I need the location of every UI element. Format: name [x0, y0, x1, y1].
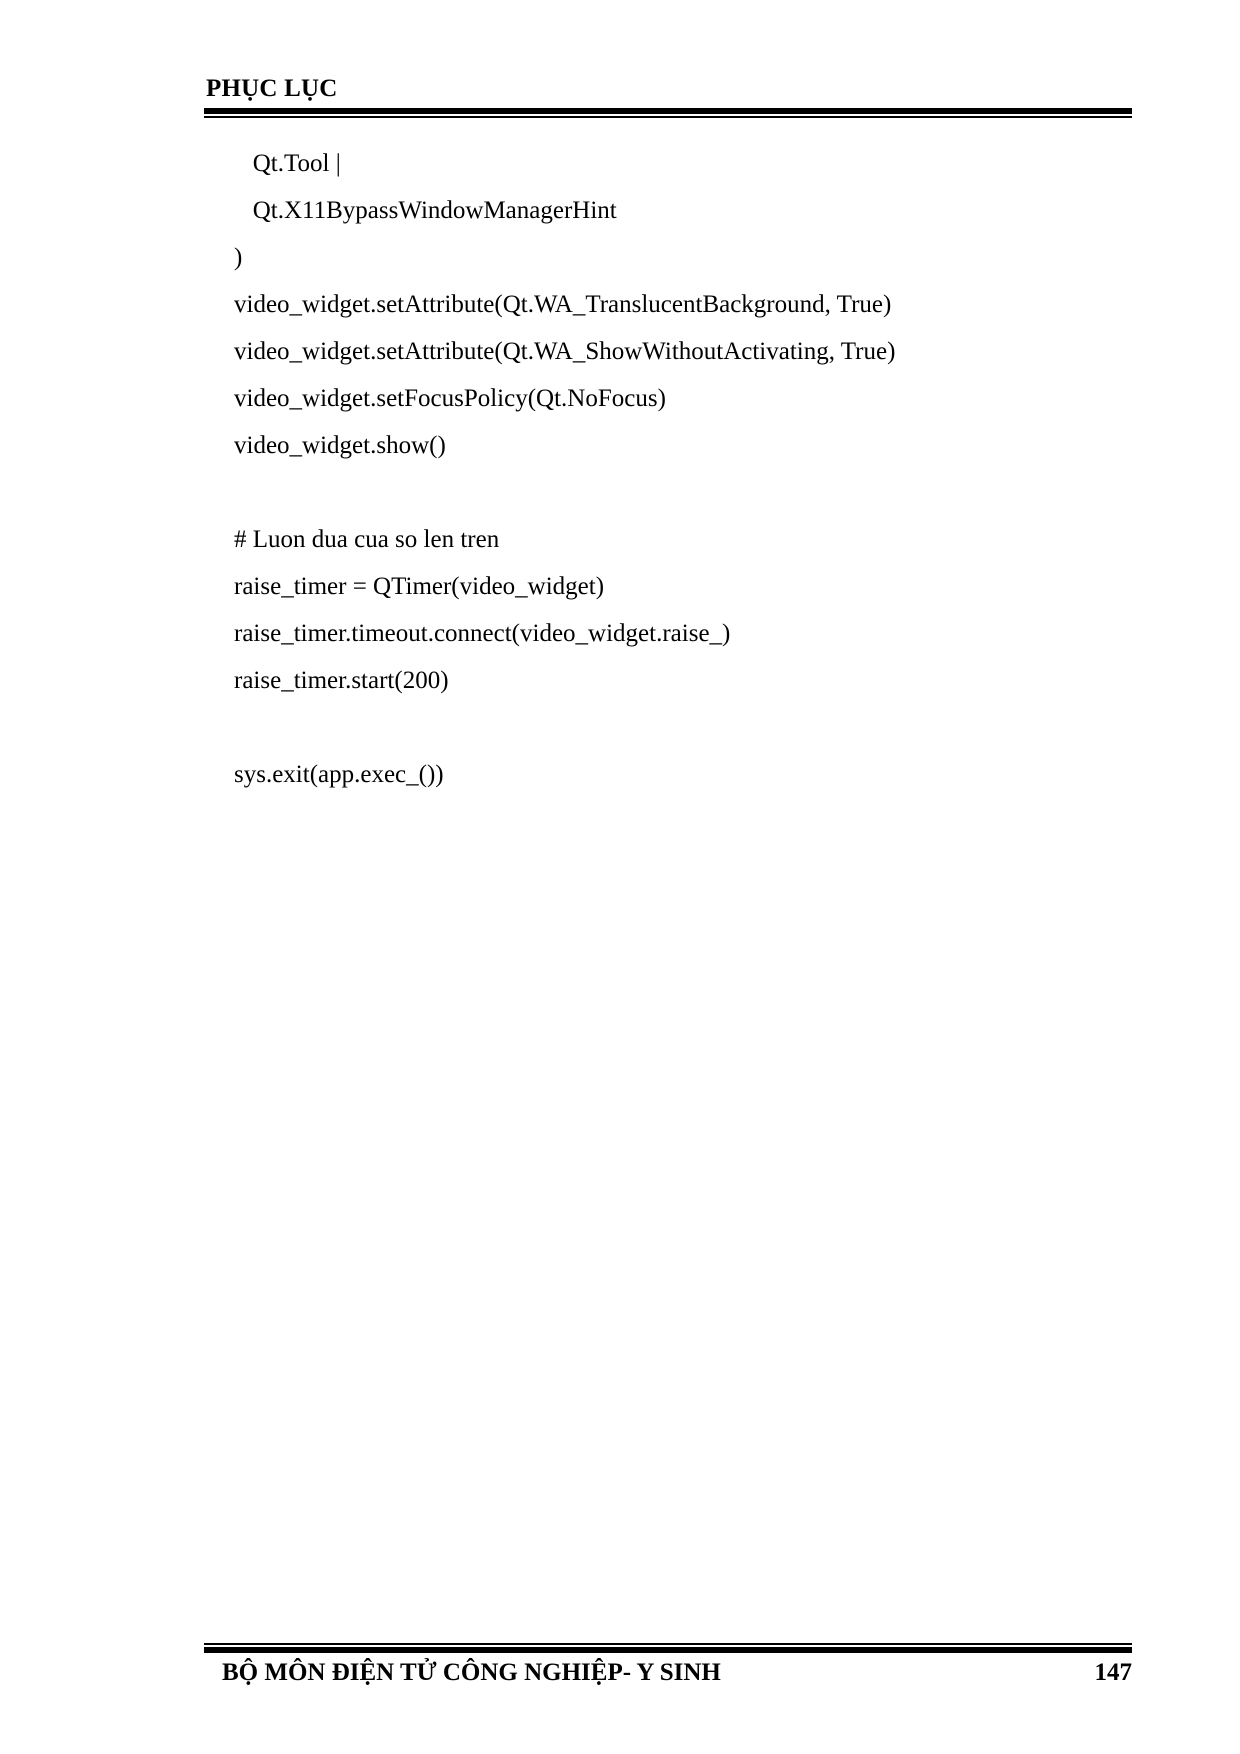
code-line-blank: [234, 469, 1114, 516]
page-number: 147: [1094, 1659, 1132, 1686]
code-line: video_widget.show(): [234, 432, 446, 459]
code-line: sys.exit(app.exec_()): [234, 761, 444, 788]
code-line: Qt.X11BypassWindowManagerHint: [234, 197, 617, 224]
code-line: video_widget.setAttribute(Qt.WA_TranslucentBackground, True): [234, 291, 892, 318]
code-comment: # Luon dua cua so len tren: [234, 526, 500, 553]
header-rule-thick: [204, 108, 1132, 114]
footer-rule-thin: [204, 1643, 1132, 1645]
code-line-blank: [234, 704, 1114, 751]
header-rule-thin: [204, 116, 1132, 118]
code-line: ): [234, 244, 243, 271]
footer-rule-thick: [204, 1647, 1132, 1653]
code-line: video_widget.setAttribute(Qt.WA_ShowWithoutActivating, True): [234, 338, 896, 365]
code-block: [234, 140, 1114, 798]
code-line: video_widget.setFocusPolicy(Qt.NoFocus): [234, 385, 666, 412]
code-line: Qt.Tool |: [234, 150, 341, 177]
code-line: raise_timer.start(200): [234, 667, 449, 694]
code-line: raise_timer.timeout.connect(video_widget.raise_): [234, 620, 731, 647]
footer-department: BỘ MÔN ĐIỆN TỬ CÔNG NGHIỆP- Y SINH: [222, 1659, 721, 1686]
header-title: PHỤC LỤC: [206, 75, 338, 102]
code-line: raise_timer = QTimer(video_widget): [234, 573, 605, 600]
